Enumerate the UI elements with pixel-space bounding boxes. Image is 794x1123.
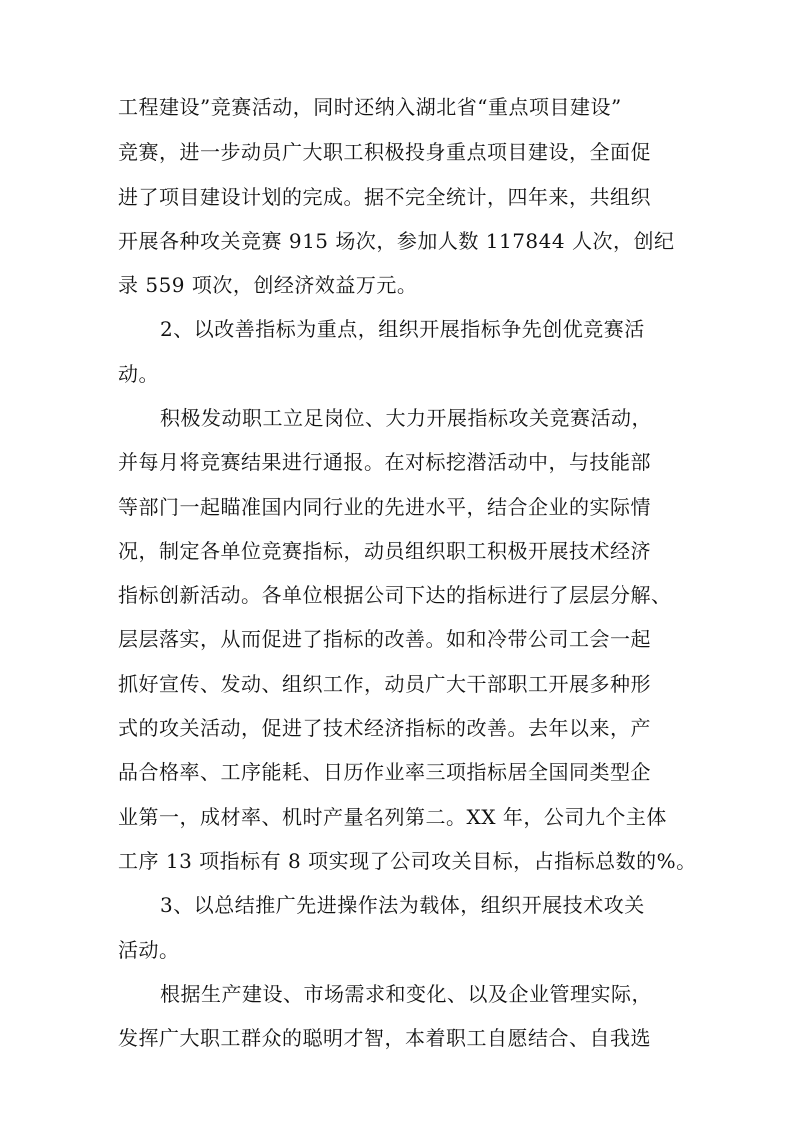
text-line: 工程建设”竞赛活动，同时还纳入湖北省“重点项目建设” [118, 95, 622, 119]
paragraph-start-line: 积极发动职工立足岗位、大力开展指标攻关竞赛活动， [160, 406, 652, 430]
section-heading-line: 活动。 [118, 938, 180, 962]
section-heading-line: 动。 [118, 362, 159, 386]
text-line: 层层落实，从而促进了指标的改善。如和冷带公司工会一起 [118, 627, 651, 651]
text-line: 抓好宣传、发动、组织工作，动员广大干部职工开展多种形 [118, 672, 651, 696]
text-line: 等部门一起瞄准国内同行业的先进水平，结合企业的实际情 [118, 495, 651, 519]
text-line: 业第一，成材率、机时产量名列第二。XX 年，公司九个主体 [118, 805, 667, 829]
text-line: 工序 13 项指标有 8 项实现了公司攻关目标，占指标总数的%。 [118, 849, 697, 873]
text-line: 况，制定各单位竞赛指标，动员组织职工积极开展技术经济 [118, 539, 651, 563]
text-line: 录 559 项次，创经济效益万元。 [118, 273, 418, 297]
text-line: 开展各种攻关竞赛 915 场次，参加人数 117844 人次，创纪 [118, 229, 675, 253]
section-heading-line: 3、以总结推广先进操作法为载体，组织开展技术攻关 [160, 893, 645, 917]
text-line: 发挥广大职工群众的聪明才智，本着职工自愿结合、自我选 [118, 1026, 651, 1050]
text-line: 进了项目建设计划的完成。据不完全统计，四年来，共组织 [118, 185, 651, 209]
text-line: 竞赛，进一步动员广大职工积极投身重点项目建设，全面促 [118, 140, 651, 164]
text-line: 并每月将竞赛结果进行通报。在对标挖潜活动中，与技能部 [118, 450, 651, 474]
text-line: 指标创新活动。各单位根据公司下达的指标进行了层层分解、 [118, 583, 672, 607]
paragraph-start-line: 根据生产建设、市场需求和变化、以及企业管理实际， [160, 982, 652, 1006]
text-line: 式的攻关活动，促进了技术经济指标的改善。去年以来，产 [118, 716, 651, 740]
text-line: 品合格率、工序能耗、日历作业率三项指标居全国同类型企 [118, 760, 651, 784]
section-heading-line: 2、以改善指标为重点，组织开展指标争先创优竞赛活 [160, 317, 645, 341]
